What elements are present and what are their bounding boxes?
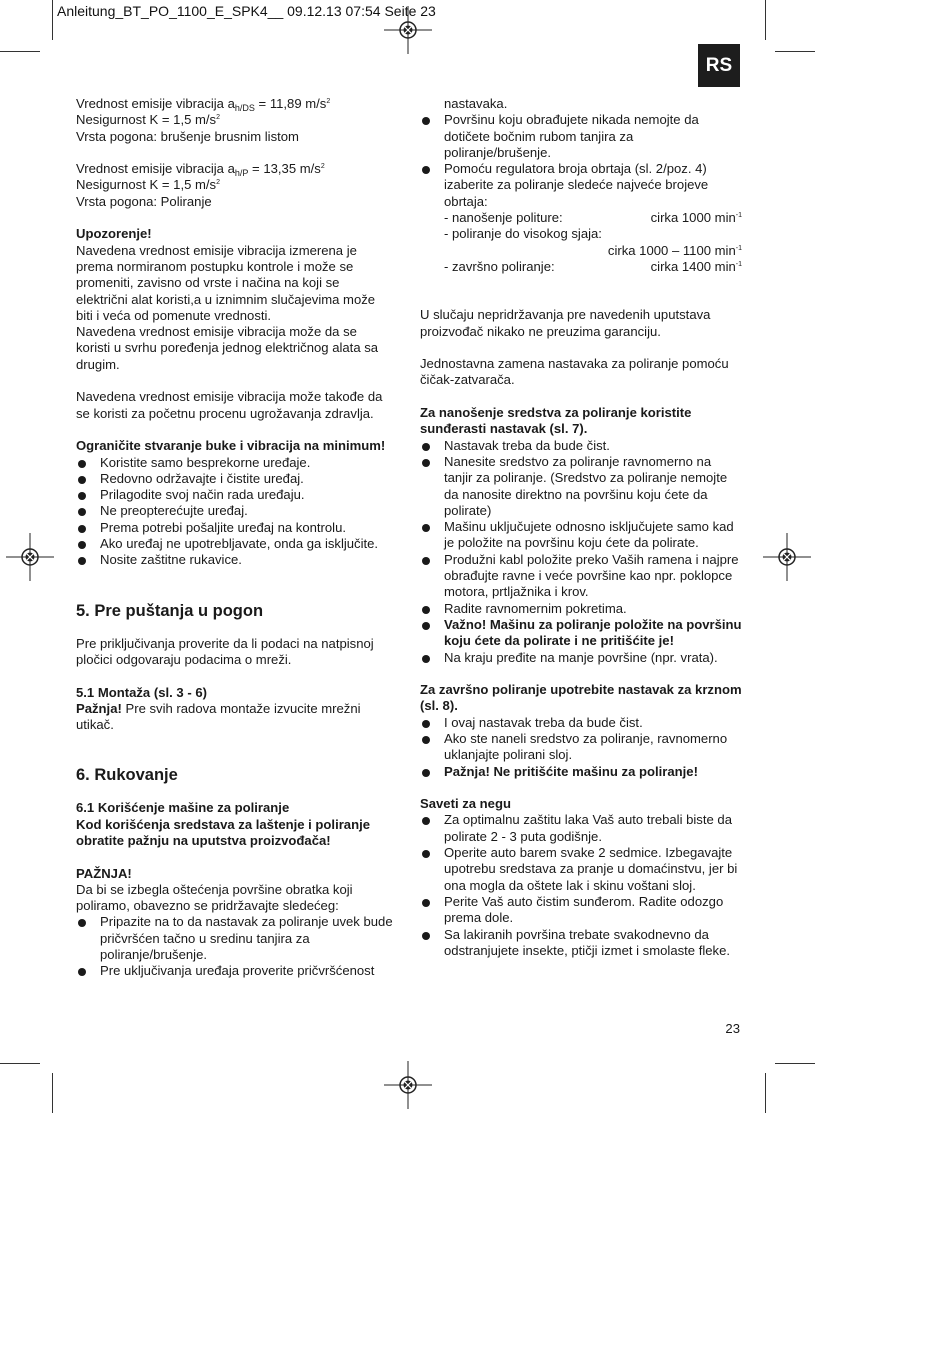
list-item: Nanesite sredstvo za poliranje ravnomerno na tanjir za poliranje. (Sredstvo za poliranje nemojte da nanosite direktno na površinu koju ćete da polirate) xyxy=(420,454,742,519)
registration-mark-icon xyxy=(6,533,54,581)
list-item: Površinu koju obrađujete nikada nemojte da dotičete bočnim rubom tanjira za poliranje/brušenje. xyxy=(420,112,742,161)
speed-row-label: - poliranje do visokog sjaja: xyxy=(444,226,602,242)
care-heading: Saveti za negu xyxy=(420,796,511,812)
warning-paragraph: Navedena vrednost emisije vibracija može da se koristi u svrhu poređenja jednog električnog alata sa drugim. xyxy=(76,324,379,372)
list-item: Sa lakiranih površina trebate svakodnevno da odstranjujete insekte, ptičji izmet i smolaste fleke. xyxy=(420,927,742,960)
left-column xyxy=(76,96,394,980)
uncertainty-1: Nesigurnost K = 1,5 $m/s^2$ xyxy=(76,112,220,128)
sponge-list xyxy=(420,438,742,666)
attention-text: Da bi se izbegla oštećenja površine obratka koji poliramo, obavezno se pridržavajte sledećeg: xyxy=(76,881,353,914)
crop-mark xyxy=(0,1063,40,1064)
crop-mark xyxy=(0,51,40,52)
list-item: Ako ste naneli sredstvo za poliranje, ravnomerno uklanjajte polirani sloj. xyxy=(420,731,742,764)
list-item: Prilagodite svoj način rada uređaju. xyxy=(76,487,394,503)
vibration-value-1: Vrednost emisije vibracija $a_{h/DS} = 11,89$ $m/s^2$ xyxy=(76,96,331,113)
list-item: Perite Vaš auto čistim sunđerom. Radite odozgo prema dole. xyxy=(420,894,742,927)
crop-mark xyxy=(775,1063,815,1064)
language-badge: RS xyxy=(698,44,740,87)
list-item: Za optimalnu zaštitu laka Vaš auto trebali biste da polirate 2 - 3 puta godišnje. xyxy=(420,812,742,845)
speed-row-value: cirka 1000 – 1100 $\min^{-1}$ xyxy=(607,242,742,258)
uncertainty-2: Nesigurnost K = 1,5 $m/s^2$ xyxy=(76,177,220,193)
warranty-text: U slučaju nepridržavanja pre navedenih uputstava proizvođač nikako ne preuzima garanciju. xyxy=(420,307,711,339)
velcro-text: Jednostavna zamena nastavaka za poliranje pomoću čičak-zatvarača. xyxy=(420,356,729,388)
crop-mark xyxy=(765,0,766,40)
section-6-1-title: 6.1 Korišćenje mašine za poliranje xyxy=(76,800,290,816)
list-item: Pripazite na to da nastavak za poliranje uvek bude pričvršćen tačno u sredinu tanjira za poliranje/brušenje. xyxy=(76,914,394,963)
section-6-title: 6. Rukovanje xyxy=(76,766,178,785)
warning-paragraph: Navedena vrednost emisije vibracija može takođe da se koristi za početnu procenu ugrožavanja zdravlja. xyxy=(76,389,383,421)
list-item: Pomoću regulatora broja obrtaja (sl. 2/poz. 4) izaberite za poliranje sledeće najveće brojeve obrtaja: xyxy=(420,161,742,210)
final-polish-list xyxy=(420,715,742,780)
section-5-text: Pre priključivanja proverite da li podaci na natpisnoj pločici odgovaraju podacima o mreži. xyxy=(76,635,374,667)
right-column xyxy=(420,96,742,959)
crop-mark xyxy=(765,1073,766,1113)
list-item: Ne preopterećujte uređaj. xyxy=(76,503,394,519)
registration-mark-icon xyxy=(763,533,811,581)
sponge-heading: Za nanošenje sredstva za poliranje koristite sunđerasti nastavak (sl. 7). xyxy=(420,405,692,437)
operating-mode-1: Vrsta pogona: brušenje brusnim listom xyxy=(76,128,299,144)
speed-row: - završno poliranje: cirka 1400 $\min^{-1}$ xyxy=(444,258,742,274)
list-item: Koristite samo besprekorne uređaje. xyxy=(76,455,394,471)
vibration-value-2: Vrednost emisije vibracija $a_{h/P} = 13,35$ $m/s^2$ xyxy=(76,161,325,179)
list-item: Ako uređaj ne upotrebljavate, onda ga isključite. xyxy=(76,536,394,552)
attention-list xyxy=(76,914,394,979)
section-6-1-notice: Kod korišćenja sredstava za laštenje i poliranje obratite pažnju na uputstva proizvođača! xyxy=(76,816,371,848)
list-item: Važno! Mašinu za poliranje položite na površinu koju ćete da polirate i ne pritišćite je! xyxy=(420,617,742,650)
section-5-1-title: 5.1 Montaža (sl. 3 - 6) xyxy=(76,684,207,700)
page-number: 23 xyxy=(725,1021,740,1036)
list-item: Prema potrebi pošaljite uređaj na kontrolu. xyxy=(76,520,394,536)
crop-mark xyxy=(775,51,815,52)
crop-mark xyxy=(52,0,53,40)
list-item: Na kraju pređite na manje površine (npr. vrata). xyxy=(420,650,742,666)
registration-mark-icon xyxy=(384,6,432,54)
limit-noise-list xyxy=(76,455,394,569)
print-header: Anleitung_BT_PO_1100_E_SPK4__ 09.12.13 07:54 Seite 23 xyxy=(57,3,436,19)
list-item: Operite auto barem svake 2 sedmice. Izbegavajte upotrebu sredstava za pranje u domaćinstvu, jer bi ona mogla da oštete lak i skinu voštani sloj. xyxy=(420,845,742,894)
final-polish-heading: Za završno poliranje upotrebite nastavak za krznom (sl. 8). xyxy=(420,682,742,714)
registration-mark-icon xyxy=(384,1061,432,1109)
care-list xyxy=(420,812,742,959)
speed-table xyxy=(420,210,742,275)
operating-mode-2: Vrsta pogona: Poliranje xyxy=(76,193,212,209)
continued-line: nastavaka. xyxy=(444,96,508,111)
section-5-title: 5. Pre puštanja u pogon xyxy=(76,601,264,620)
speed-row: - nanošenje politure: cirka 1000 $\min^{-1}$ xyxy=(444,210,742,226)
list-item: Mašinu uključujete odnosno isključujete samo kad je položite na površinu koju ćete da polirate. xyxy=(420,519,742,552)
limit-noise-heading: Ograničite stvaranje buke i vibracija na minimum! xyxy=(76,438,386,454)
warning-paragraph: Navedena vrednost emisije vibracija izmerena je prema normiranom postupku kontrole i može se promeniti, zavisno od vrste i načina na koji se električni alat koristi,a u iznimnim slučajevima može biti i veća od pomenute vrednosti. xyxy=(76,242,376,323)
list-item: Nosite zaštitne rukavice. xyxy=(76,552,394,568)
list-item: Nastavak treba da bude čist. xyxy=(420,438,742,454)
list-item: Radite ravnomernim pokretima. xyxy=(420,601,742,617)
list-item: Pažnja! Ne pritišćite mašinu za poliranje! xyxy=(420,764,742,780)
attention-heading: PAŽNJA! xyxy=(76,865,132,881)
list-item: Redovno održavajte i čistite uređaj. xyxy=(76,471,394,487)
crop-mark xyxy=(52,1073,53,1113)
section-5-1-text: Pažnja! Pre svih radova montaže izvucite mrežni utikač. xyxy=(76,700,361,733)
warning-heading: Upozorenje! xyxy=(76,226,152,242)
list-item: Pre uključivanja uređaja proverite pričvršćenost xyxy=(76,963,394,979)
list-item: I ovaj nastavak treba da bude čist. xyxy=(420,715,742,731)
list-item: Produžni kabl položite preko Vaših ramena i najpre obrađujte ravne i veće površine kao npr. poklopce motora, prtljažnika i krov. xyxy=(420,552,742,601)
